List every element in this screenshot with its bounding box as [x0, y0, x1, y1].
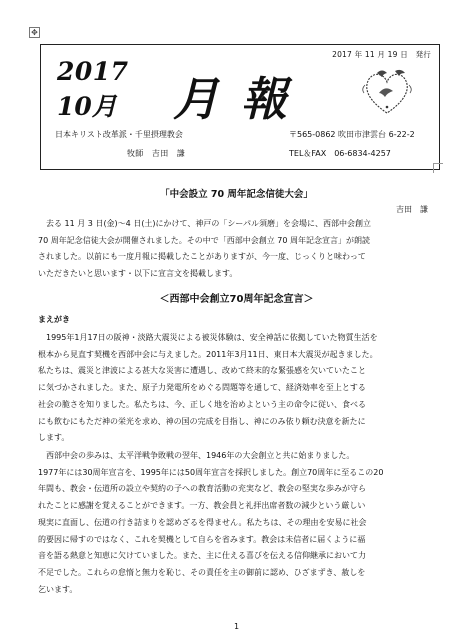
text-line: されました。以前にも一度月報に掲載したことがありますが、今一度、じっくりと味わって — [38, 252, 366, 262]
text-line: 乞います。 — [38, 584, 78, 594]
masthead-month: 10月 — [57, 92, 117, 121]
masthead — [40, 44, 440, 170]
dove-heart-emblem-icon — [357, 63, 417, 123]
church-name: 日本キリスト改革派・千里摂理教会 — [55, 130, 183, 139]
text-line: 音を語る熱意と知恵に欠けていました。また、主に仕える喜びを伝える信仰継承において力 — [38, 551, 366, 561]
text-line: にも飲むにもただ神の栄光を求め、神の国の完成を目指し、神にのみ依り頼む決意を新たに — [38, 416, 366, 426]
text-line: れたことに感謝を覚えることができます。一方、教会員と礼拝出席者数の減少という厳しい — [38, 501, 366, 511]
text-line: 西部中会の歩みは、太平洋戦争敗戦の翌年、1946年の大会創立と共に始まりました。 — [38, 451, 355, 460]
masthead-year: 2017 — [57, 57, 129, 86]
text-line: します。 — [38, 433, 70, 443]
text-line: 現実に直面し、伝道の行き詰まりを認めざるを得ません。私たちは、その理由を安易に社会 — [38, 517, 367, 527]
preface-subheading: まえがき — [38, 315, 70, 324]
text-boundary-mark — [433, 163, 443, 173]
declaration-title: ＜西部中会創立70周年記念宣言＞ — [159, 294, 314, 305]
preface-paragraph-2 — [38, 448, 438, 598]
preface-paragraph-1 — [38, 330, 438, 447]
text-line: いただきたいと思います・以下に宣言文を掲載します。 — [38, 269, 238, 279]
text-line: 70 周年記念信徒大会が開催されました。その中で「西部中会創立 70 周年記念宣言」が朗読 — [38, 235, 370, 245]
intro-paragraph — [38, 216, 438, 283]
text-line: 去る 11 月 3 日(金)～4 日(土)にかけて、神戸の「シーパル須磨」を会場に、西部中会創立 — [38, 219, 371, 228]
article-heading: 「中会設立 70 周年記念信徒大会」 — [160, 189, 313, 200]
issue-date: 2017 年 11 月 19 日 発行 — [332, 50, 431, 59]
article-author: 吉田 謙 — [396, 205, 428, 214]
text-line: 年間も、教会・伝道所の設立や契約の子への教育活動の充実など、教会の堅実な歩みが守ら — [38, 484, 366, 494]
move-handle-icon[interactable]: ✥ — [29, 27, 40, 38]
text-line: 根本から見直す契機を西部中会に与えました。2011年3月11日、東日本大震災が起きました。 — [38, 349, 378, 359]
text-line: 的要因に帰すのではなく、これを契機として自らを省みます。教会は未信者に届くように福 — [38, 534, 366, 544]
church-address: 〒565-0862 吹田市津雲台 6-22-2 — [289, 130, 415, 139]
text-line: 1977年には30周年宣言を、1995年には50周年宣言を採択しました。創立70周年に至るこの20 — [38, 467, 384, 477]
pastor-name: 牧師 吉田 謙 — [127, 149, 186, 158]
masthead-title: 月報 — [173, 72, 309, 126]
text-line: に気づかされました。また、原子力発電所をめぐる問題等を通して、経済効率を至上とする — [38, 383, 366, 393]
text-line: 私たちは、震災と津波による甚大な災害に遭遇し、改めて終末的な緊張感を欠いていたこと — [38, 366, 366, 376]
text-line: 不足でした。これらの怠惰と無力を恥じ、その責任を主の御前に認め、ひざまずき、赦しを — [38, 567, 366, 577]
tel-fax: TEL＆FAX 06-6834-4257 — [289, 149, 391, 158]
page-number: 1 — [233, 622, 240, 631]
text-line: 社会の脆さを知りました。私たちは、今、正しく地を治めよという主の命令に従い、食べる — [38, 399, 366, 409]
text-line: 1995年1月17日の阪神・淡路大震災による被災体験は、安全神話に依拠していた物質生活を — [38, 333, 378, 342]
